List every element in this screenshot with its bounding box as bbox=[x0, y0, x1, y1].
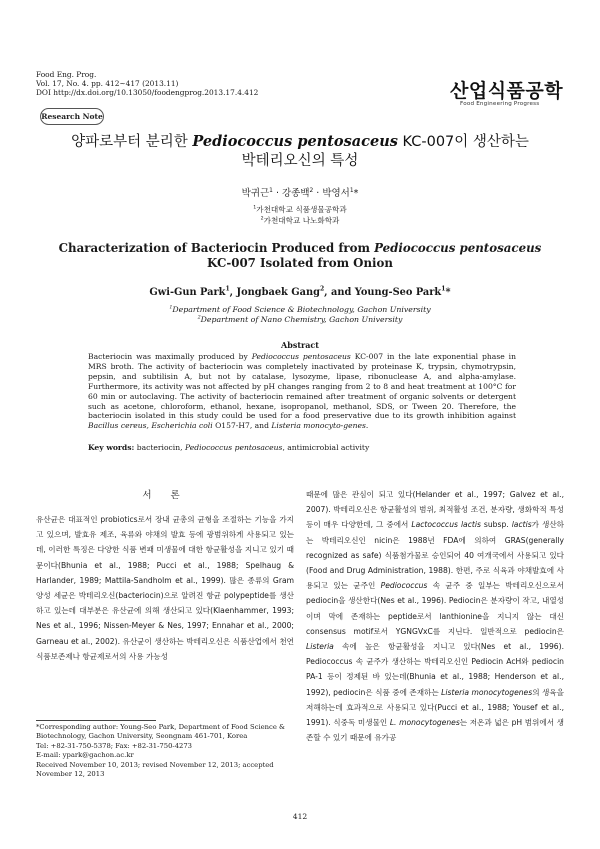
title-en-pre: Characterization of Bacteriocin Produced from bbox=[58, 241, 375, 255]
footnote-received: Received November 10, 2013; revised November 12, 2013; accepted November 12, 2013 bbox=[36, 760, 274, 779]
corresponding-mark-en: * bbox=[445, 287, 451, 298]
body-species: Lactococcus lactis bbox=[411, 520, 481, 530]
author-ko-1-sup: 1 bbox=[269, 187, 273, 194]
footnote-divider bbox=[36, 720, 156, 721]
body-species: Listeria bbox=[306, 642, 334, 652]
abstract-species: Bacillus cereus, Escherichia coli bbox=[88, 421, 213, 431]
body-species: Pediococcus bbox=[380, 581, 428, 591]
title-ko-pre: 양파로부터 분리한 bbox=[71, 134, 193, 150]
author-ko-3-sup: 1 bbox=[349, 187, 354, 194]
author-ko-3: 박영서 bbox=[322, 188, 350, 199]
body-text: 유산균은 대표적인 probiotics로서 장내 균총의 균형을 조절하는 기능을 가지고 있으며, 발효유 제조, 육류와 야채의 발효 등에 광범위하게 사용되고 있는데, 이러한 특징은 다양한 식품 변패 미생물에 대한 항균활성을 지니고 있기 때문이다(Bhunia et al., 1988; Pucci et al., 1988; Spelhaug & Harlander, 1989; Mattila-Sandholm et al., 1999). 많은 종류의 Gram 양성 세균은 박테리오신(bacteriocin)으로 알려진 항균 polypeptide를 생산하고 있는데 대부분은 유산균에 의해 생산되고 있다(Klaenhammer, 1993; Nes et al., 1996; Nissen-Meyer & Nes, 1997; Ennahar et al., 2000; Garneau et al., 2002). 유산균이 생산하는 박테리오신은 식품산업에서 천연 식품보존제나 항균제로서의 사용 가능성 bbox=[36, 515, 294, 661]
body-text: 의 생육을 저해하는데 효과적으로 사용되고 있다(Pucci et al., 1988; Yousef et al., 1991). 식중독 미생물인 bbox=[306, 687, 564, 728]
abstract-species: Listeria monocyto-genes. bbox=[271, 421, 369, 431]
body-text: 속에 높은 항균활성을 지니고 있다(Nes et al., 1996). Pediococcus 속 균주가 생산하는 박테리오신인 Pediocin AcH와 pediocin PA-1 등이 정제된 바 있는데(Bhunia et al., 1988; Henderson et al., 1992), pediocin은 식품 중에 존재하는 bbox=[306, 642, 564, 697]
footnote-phone: Tel: +82-31-750-5378; Fax: +82-31-750-4273 bbox=[36, 741, 192, 750]
author-en-3-sup: 1 bbox=[441, 285, 446, 293]
abstract-heading: Abstract bbox=[281, 340, 319, 350]
keywords-label: Key words: bbox=[88, 443, 135, 452]
title-ko-post: KC-007이 생산하는 bbox=[397, 134, 529, 150]
body-species: L. monocytogenes bbox=[389, 718, 460, 728]
author-ko-2-sup: 2 bbox=[309, 187, 314, 194]
author-en-1: Gwi-Gun Park bbox=[149, 287, 226, 298]
page-number: 412 bbox=[292, 812, 308, 821]
title-korean bbox=[40, 132, 560, 171]
title-ko-line2: 박테리오신의 특성 bbox=[241, 153, 359, 169]
keywords bbox=[88, 443, 516, 452]
affiliations-korean bbox=[40, 205, 560, 226]
body-text: 는 저온과 넓은 pH 범위에서 생존할 수 있기 때문에 유가공 bbox=[306, 718, 564, 743]
title-en-species: Pediococcus pentosaceus bbox=[374, 241, 542, 255]
affil-en-1-sup: 1 bbox=[169, 305, 173, 311]
logo-main-text: 산업식품공학 bbox=[450, 80, 564, 102]
journal-volume: Vol. 17, No. 4. pp. 412~417 (2013.11) bbox=[36, 79, 179, 89]
affil-en-1: Department of Food Science & Biotechnology, Gachon University bbox=[172, 305, 431, 314]
authors-english: Gwi-Gun Park$^1$, Jongbaek Gang$^2$, and Young-Seo Park$^1$* bbox=[149, 285, 451, 298]
author-ko-2: 강종백 bbox=[281, 188, 310, 199]
title-en-line2: KC-007 Isolated from Onion bbox=[207, 256, 393, 270]
author-en-2-sup: 2 bbox=[319, 285, 325, 293]
affil-ko-2-sup: 2 bbox=[260, 215, 264, 221]
affil-ko-1: 가천대학교 식품생물공학과 bbox=[256, 205, 347, 214]
author-en-1-sup: 1 bbox=[225, 285, 230, 293]
author-en-3: and Young-Seo Park bbox=[331, 287, 442, 298]
body-text: 때문에 많은 관심이 되고 있다(Helander et al., 1997; Galvez et al., 2007). 박테리오신은 항균활성의 범위, 최적활성 조건, 분자량, 생화학적 특성 등이 매우 다양한데, 그 중에서 bbox=[306, 490, 564, 530]
affil-en-2: Department of Nano Chemistry, Gachon University bbox=[200, 315, 403, 324]
abstract-part: Bacteriocin was maximally produced by bbox=[88, 352, 252, 361]
journal-doi[interactable]: DOI http://dx.doi.org/10.13050/foodengprog.2013.17.4.412 bbox=[36, 88, 259, 98]
keywords-species: Pediococcus pentosaceus bbox=[184, 443, 283, 452]
corresponding-mark-ko: * bbox=[353, 188, 359, 199]
journal-name: Food Eng. Prog. bbox=[36, 70, 97, 79]
abstract-part: KC-007 in the late exponential phase in MRS broth. The activity of bacteriocin was completely inactivated by proteinase K, trypsin, chymotrypsin, pepsin, and subtilisin A, but not by catalase, lysozyme, lipase, ribonuclease A, and alpha-amylase. Furthermore, its activity was not affected by pH changes ranging from 2 to 8 and heat treatment at 100°C for 60 min or autoclaving. The activity of bacteriocin remained after treatment of organic solvents or detergent such as acetone, chloroform, ethanol, hexane, isopropanol, methanol, SDS, or Tween 20. Therefore, the bacteriocin isolated in this study could be used for a food preservative due to its growth inhibition against bbox=[88, 352, 516, 421]
body-species: Listeria monocytogenes bbox=[441, 687, 533, 697]
footnote bbox=[36, 723, 294, 779]
authors-korean: 박귀근$^1$ · 강종백$^2$ · 박영서$^1$* bbox=[241, 187, 359, 199]
affil-ko-2: 가천대학교 나노화학과 bbox=[263, 215, 340, 225]
journal-logo bbox=[448, 76, 566, 110]
abstract-species: Pediococcus pentosaceus bbox=[251, 352, 351, 361]
section-heading-introduction: 서 론 bbox=[142, 490, 188, 501]
logo-sub-text: Food Engineering Progress bbox=[460, 101, 540, 107]
author-ko-1: 박귀근 bbox=[241, 188, 270, 199]
body-species: lactis bbox=[511, 520, 532, 530]
body-text: 가 생산하는 박테리오신인 nicin은 1988년 FDA에 의하여 GRAS(generally recognized as safe) 식품첨가물로 승인되어 40 여개국에서 사용되고 있다(Food and Drug Administration, 1988). 한편, 주로 식육과 야채발효에 사용되고 있는 균주인 bbox=[306, 520, 564, 591]
title-ko-species: Pediococcus pentosaceus bbox=[192, 133, 398, 150]
footnote-email[interactable]: E-mail: ypark@gachon.ac.kr bbox=[36, 751, 134, 760]
title-english bbox=[40, 241, 560, 271]
body-text: 속 균주 중 일부는 박테리오신으로서 pediocin을 생산한다(Nes et al., 1996). Pediocin은 분자량이 작고, 내열성이며 막에 존재하는 peptide로서 lanthionine을 지니지 않는 대신 consensus motif로서 YGNGVxC를 지닌다. 일반적으로 pediocin은 bbox=[306, 581, 564, 636]
article-type-badge: Research Note bbox=[40, 108, 104, 125]
affil-ko-1-sup: 1 bbox=[253, 205, 257, 211]
author-en-2: Jongbaek Gang bbox=[236, 287, 320, 298]
journal-meta bbox=[36, 70, 258, 98]
keywords-part: , antimicrobial activity bbox=[282, 443, 370, 452]
body-column-left bbox=[36, 512, 294, 664]
affil-en-2-sup: 2 bbox=[197, 315, 201, 321]
footnote-corresponding: *Corresponding author: Young-Seo Park, Department of Food Science & Biotechnology, Gachon University, Seongnam 461-701, Korea bbox=[36, 723, 286, 741]
abstract-body bbox=[88, 352, 516, 431]
affiliations-english bbox=[40, 305, 560, 325]
body-column-right bbox=[306, 487, 564, 745]
abstract-part: O157-H7, and bbox=[212, 421, 272, 431]
keywords-part: bacteriocin, bbox=[134, 443, 185, 452]
body-text: subsp. bbox=[480, 520, 512, 530]
